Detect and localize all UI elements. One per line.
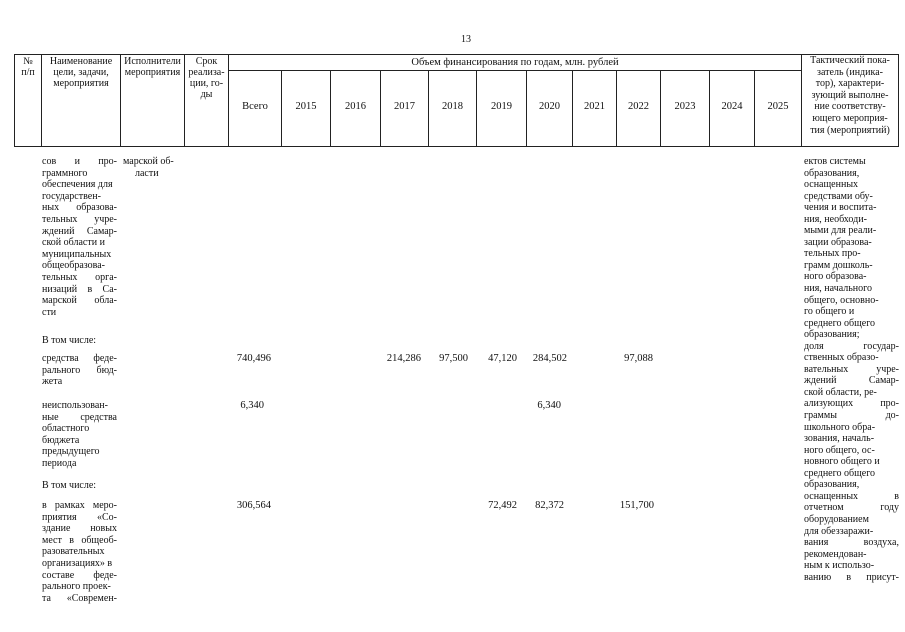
value-2020: 6,340 bbox=[537, 400, 561, 411]
value-total: 740,496 bbox=[236, 353, 271, 364]
header-year: 2016 bbox=[345, 101, 366, 112]
header-num: № п/п bbox=[21, 56, 35, 78]
header-year: 2021 bbox=[584, 101, 605, 112]
indicator-text: ектов системы образования, оснащенных средствами обу- чения и воспита- ния, необходи- мыми для реали- зации образова- тельных про- грамм дошколь- ного образова- ния, начального общего, основно- го общего и среднего общего образования; доля госудаp- ственных образо- вательных учре- ждений Самар- ской области, ре- ализующих про- граммы до- школьного обра- зования, началь- ного общего, ос- новного общего и среднего общего образования, оснащенных в отчетном году оборудованием для обеззаражи- вания воздуха, рекомендован- ным к использо- ванию в присут- bbox=[804, 156, 899, 583]
header-year: 2022 bbox=[628, 101, 649, 112]
header-term: Срок реализа- ции, го- ды bbox=[188, 56, 225, 100]
value-total: 306,564 bbox=[236, 500, 271, 511]
row-name: в рамках меро- приятия «Со- здание новых мест в общеоб- разовательных организациях» в составе феде- рального проек- та «Современ- bbox=[42, 500, 117, 604]
value-2022: 151,700 bbox=[619, 500, 654, 511]
header-year: 2015 bbox=[295, 101, 317, 112]
row-subheading: В том числе: bbox=[42, 480, 97, 491]
header-year: 2024 bbox=[721, 101, 743, 112]
row-name: сов и про- граммного обеспечения для государствен- ных образова- тельных учре- ждений Самар- ской области и муниципальных общеобразова- тельных орга- низаций в Са- марской обла- сти bbox=[42, 156, 117, 318]
header-name: Наименование цели, задачи, мероприятия bbox=[49, 56, 113, 89]
value-2020: 284,502 bbox=[532, 353, 567, 364]
header-year: 2017 bbox=[394, 101, 415, 112]
header-year: 2018 bbox=[442, 101, 463, 112]
value-2017: 214,286 bbox=[386, 353, 421, 364]
page-number: 13 bbox=[461, 34, 471, 45]
header-total: Всего bbox=[242, 101, 268, 112]
value-2019: 47,120 bbox=[488, 353, 517, 364]
header-year: 2023 bbox=[674, 101, 696, 112]
row-name: неиспользован- ные средства областного бюджета предыдущего периода bbox=[42, 400, 117, 469]
row-name: средства феде- рального бюд- жета bbox=[42, 353, 117, 388]
value-2019: 72,492 bbox=[488, 500, 517, 511]
header-indicator: Тактический пока- затель (индика- тор), характери- зующий выполне- ние соответству- ющего мероприя- тия (мероприятий) bbox=[810, 55, 890, 136]
value-2022: 97,088 bbox=[624, 353, 653, 364]
header-executor: Исполнители мероприятия bbox=[124, 56, 181, 78]
value-2020: 82,372 bbox=[535, 500, 564, 511]
header-year: 2019 bbox=[491, 101, 512, 112]
row-executor: марской об- ласти bbox=[123, 156, 174, 179]
header-year: 2020 bbox=[539, 101, 560, 112]
value-total: 6,340 bbox=[240, 400, 264, 411]
header-funding-title: Объем финансирования по годам, млн. рублей bbox=[411, 57, 619, 68]
value-2018: 97,500 bbox=[439, 353, 468, 364]
header-year: 2025 bbox=[767, 101, 789, 112]
row-subheading: В том числе: bbox=[42, 335, 97, 346]
